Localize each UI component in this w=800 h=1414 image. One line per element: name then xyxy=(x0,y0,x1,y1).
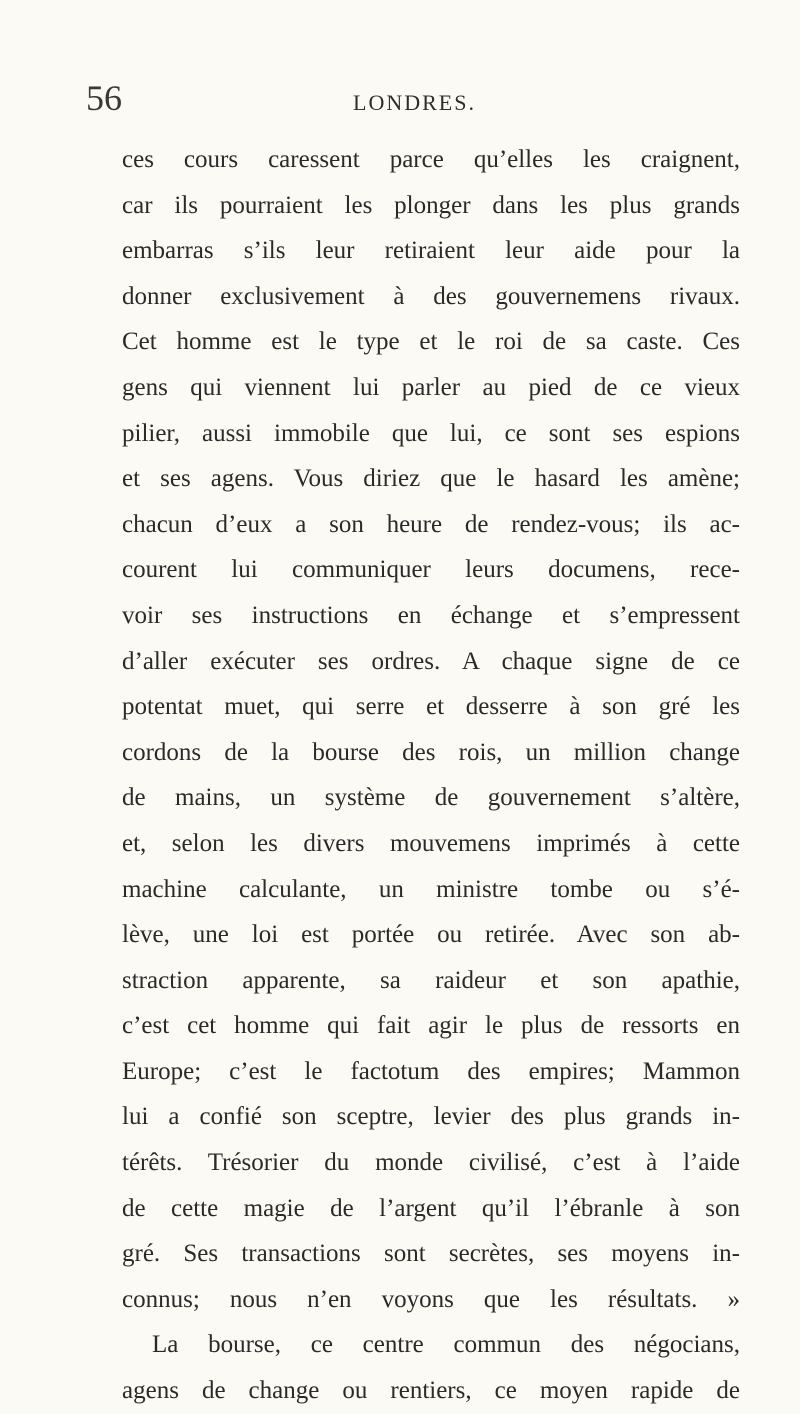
text-line: donner exclusivement à des gouvernemens rivaux. xyxy=(122,282,740,310)
text-line: lève, une loi est portée ou retirée. Avec son ab- xyxy=(122,921,740,949)
text-line: ces cours caressent parce qu’elles les craignent, xyxy=(122,146,740,173)
text-line: et ses agens. Vous diriez que le hasard les amène; xyxy=(122,465,740,493)
text-line: straction apparente, sa raideur et son apathie, xyxy=(122,966,740,994)
text-line: connus; nous n’en voyons que les résultats. » xyxy=(122,1285,740,1313)
text-line: d’aller exécuter ses ordres. A chaque signe de ce xyxy=(122,647,740,675)
running-title: LONDRES. xyxy=(353,90,476,115)
text-line: pilier, aussi immobile que lui, ce sont ses espions xyxy=(122,419,740,447)
text-line: courent lui communiquer leurs documens, rece- xyxy=(122,556,740,584)
page-number: 56 xyxy=(86,78,122,118)
text-line: térêts. Trésorier du monde civilisé, c’est à l’aide xyxy=(122,1149,740,1177)
text-line: Europe; c’est le factotum des empires; Mammon xyxy=(122,1057,740,1085)
text-line: La bourse, ce centre commun des négocians, xyxy=(152,1331,740,1359)
text-line: de cette magie de l’argent qu’il l’ébranle à son xyxy=(122,1194,740,1222)
text-line: et, selon les divers mouvemens imprimés à cette xyxy=(122,829,740,857)
text-line: embarras s’ils leur retiraient leur aide pour la xyxy=(122,237,740,265)
text-line: c’est cet homme qui fait agir le plus de ressorts en xyxy=(122,1012,740,1040)
text-line: gré. Ses transactions sont secrètes, ses moyens in- xyxy=(122,1240,740,1268)
text-line: agens de change ou rentiers, ce moyen rapide de xyxy=(122,1377,740,1405)
text-line: machine calculante, un ministre tombe ou s’é- xyxy=(122,875,740,903)
body-text xyxy=(122,137,740,1414)
text-line: Cet homme est le type et le roi de sa caste. Ces xyxy=(122,328,740,356)
text-line: car ils pourraient les plonger dans les plus grands xyxy=(122,191,740,219)
text-line: potentat muet, qui serre et desserre à son gré les xyxy=(122,693,740,721)
text-line: lui a confié son sceptre, levier des plus grands in- xyxy=(122,1103,740,1131)
text-line: chacun d’eux a son heure de rendez-vous; ils ac- xyxy=(122,510,740,538)
text-line: gens qui viennent lui parler au pied de ce vieux xyxy=(122,373,740,401)
text-line: cordons de la bourse des rois, un million change xyxy=(122,738,740,766)
text-line: voir ses instructions en échange et s’empressent xyxy=(122,601,740,629)
text-line: de mains, un système de gouvernement s’altère, xyxy=(122,784,740,812)
